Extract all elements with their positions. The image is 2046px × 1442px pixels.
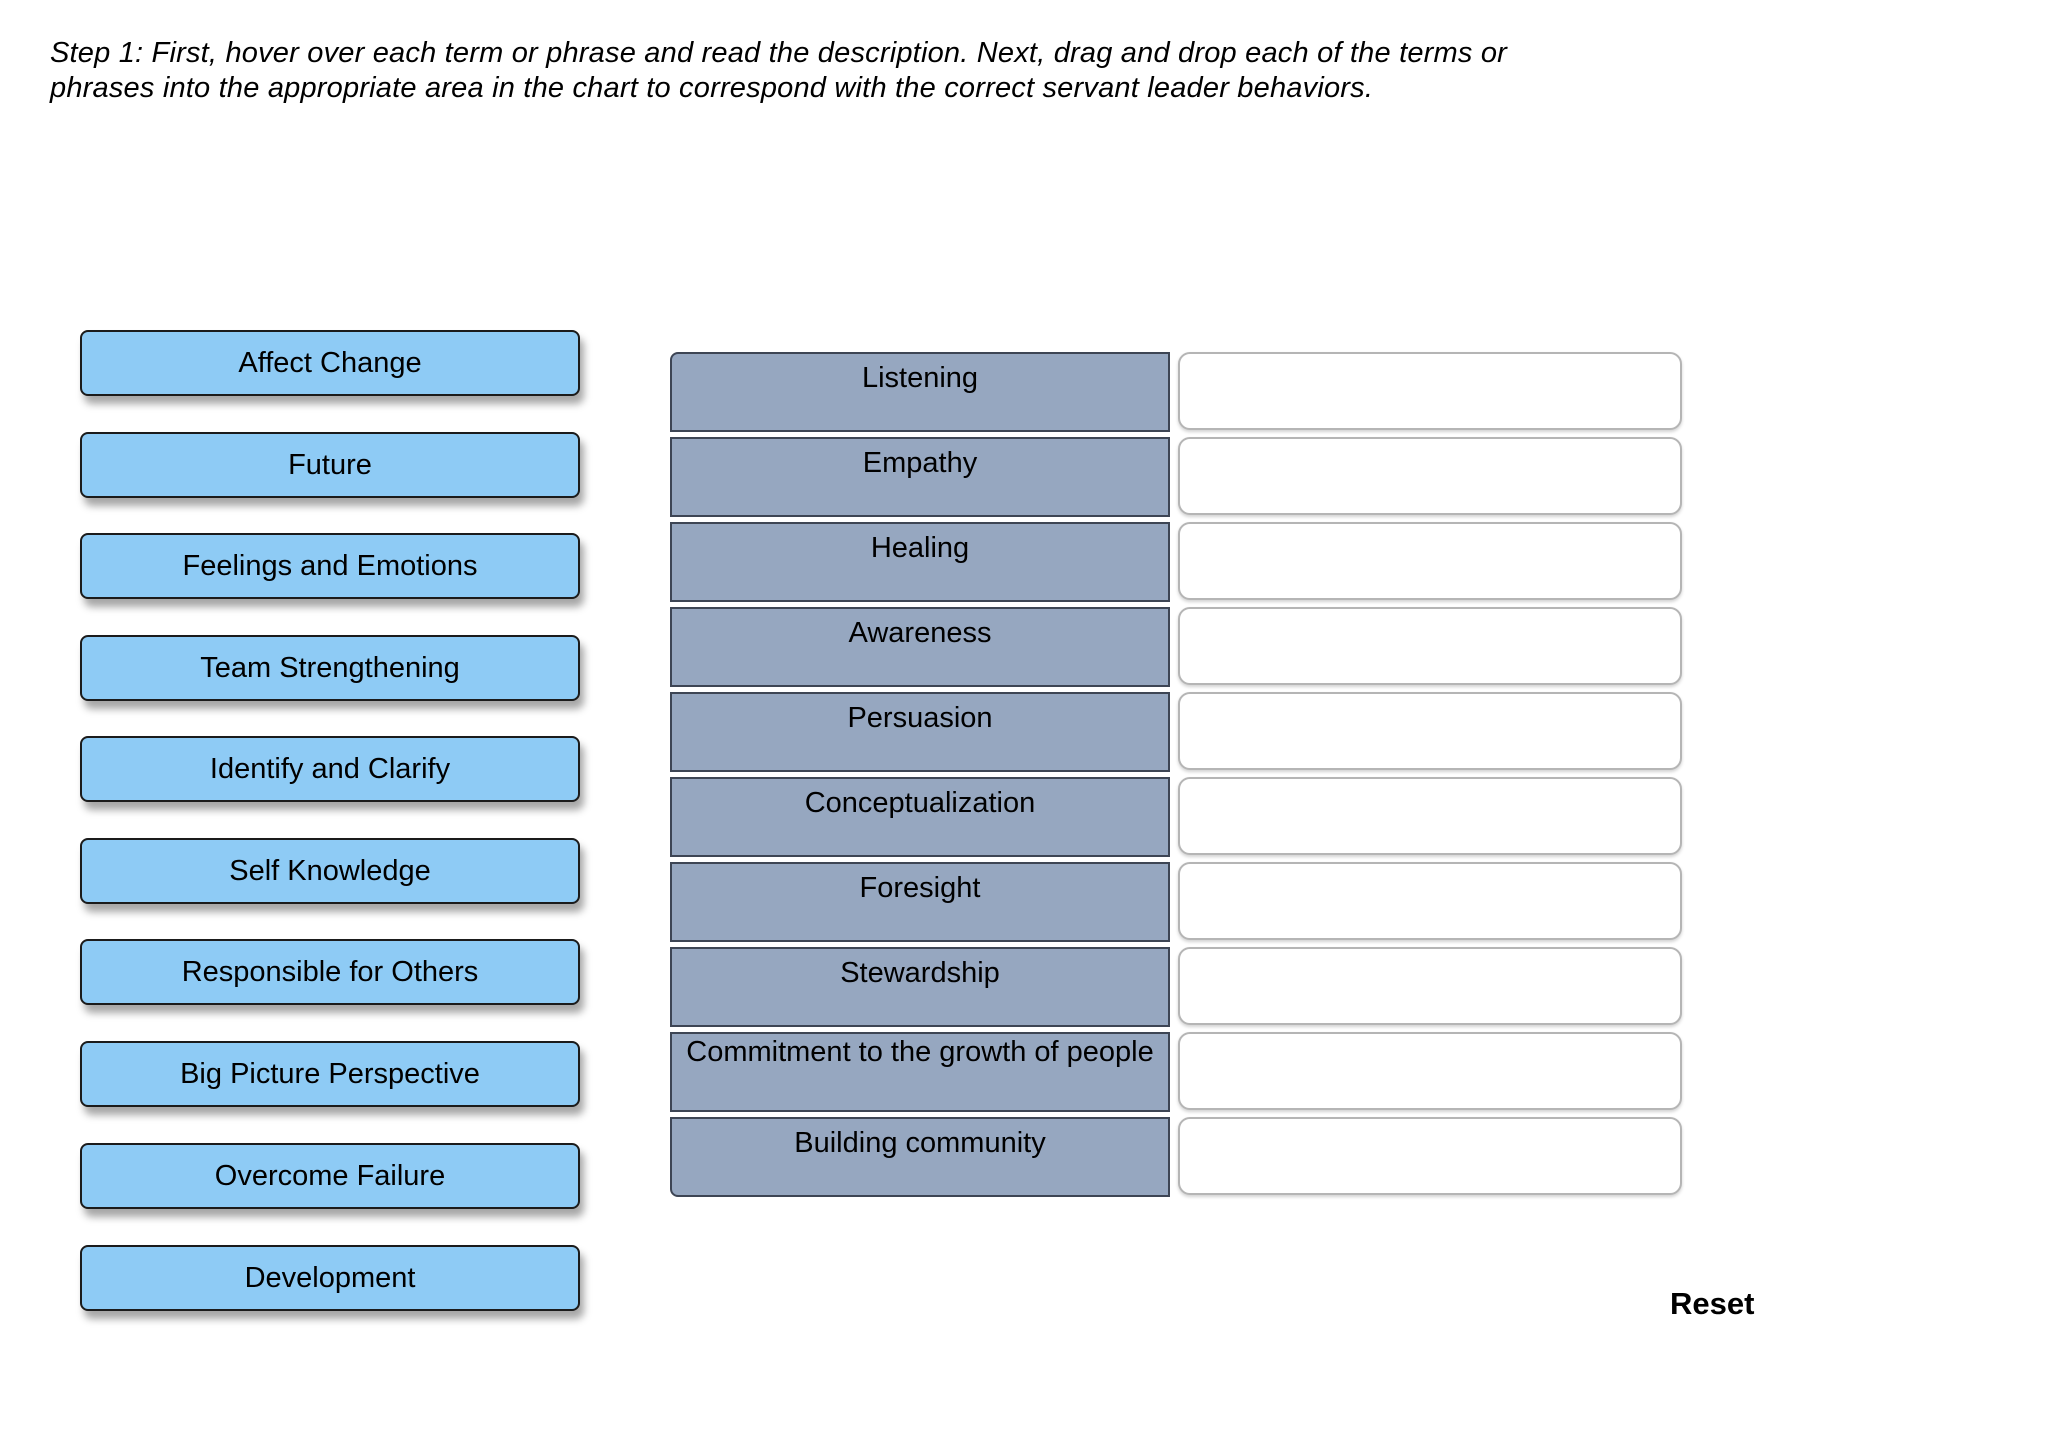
term-future[interactable]: Future <box>80 432 580 498</box>
behavior-label-stewardship: Stewardship <box>670 947 1170 1027</box>
chart-row-stewardship <box>670 947 1690 1027</box>
term-team-strengthening[interactable]: Team Strengthening <box>80 635 580 701</box>
behavior-label-conceptualization: Conceptualization <box>670 777 1170 857</box>
behavior-label-awareness: Awareness <box>670 607 1170 687</box>
dropzone-empathy[interactable] <box>1178 437 1682 515</box>
instructions-line-1: Step 1: First, hover over each term or phrase and read the description. Next, drag and drop each of the terms or <box>50 37 1508 69</box>
instructions-line-2: phrases into the appropriate area in the chart to correspond with the correct servant leader behaviors. <box>50 72 1374 104</box>
reset-button[interactable]: Reset <box>1670 1286 1755 1321</box>
dropzone-conceptualization[interactable] <box>1178 777 1682 855</box>
dropzone-healing[interactable] <box>1178 522 1682 600</box>
dropzone-foresight[interactable] <box>1178 862 1682 940</box>
term-feelings-and-emotions[interactable]: Feelings and Emotions <box>80 533 580 599</box>
behavior-label-empathy: Empathy <box>670 437 1170 517</box>
dropzone-building-community[interactable] <box>1178 1117 1682 1195</box>
behavior-label-commitment-to-growth: Commitment to the growth of people <box>670 1032 1170 1112</box>
chart-row-commitment-to-growth <box>670 1032 1690 1112</box>
chart-row-healing <box>670 522 1690 602</box>
instructions-text <box>50 36 1730 106</box>
term-self-knowledge[interactable]: Self Knowledge <box>80 838 580 904</box>
behavior-label-foresight: Foresight <box>670 862 1170 942</box>
chart-row-empathy <box>670 437 1690 517</box>
chart-row-awareness <box>670 607 1690 687</box>
term-affect-change[interactable]: Affect Change <box>80 330 580 396</box>
term-big-picture-perspective[interactable]: Big Picture Perspective <box>80 1041 580 1107</box>
behavior-chart <box>670 352 1690 1202</box>
term-development[interactable]: Development <box>80 1245 580 1311</box>
behavior-label-building-community: Building community <box>670 1117 1170 1197</box>
dropzone-commitment-to-growth[interactable] <box>1178 1032 1682 1110</box>
chart-row-listening <box>670 352 1690 432</box>
term-identify-and-clarify[interactable]: Identify and Clarify <box>80 736 580 802</box>
behavior-label-persuasion: Persuasion <box>670 692 1170 772</box>
dropzone-stewardship[interactable] <box>1178 947 1682 1025</box>
term-responsible-for-others[interactable]: Responsible for Others <box>80 939 580 1005</box>
dropzone-persuasion[interactable] <box>1178 692 1682 770</box>
dropzone-awareness[interactable] <box>1178 607 1682 685</box>
dropzone-listening[interactable] <box>1178 352 1682 430</box>
chart-row-building-community <box>670 1117 1690 1197</box>
term-overcome-failure[interactable]: Overcome Failure <box>80 1143 580 1209</box>
behavior-label-listening: Listening <box>670 352 1170 432</box>
behavior-label-healing: Healing <box>670 522 1170 602</box>
chart-row-foresight <box>670 862 1690 942</box>
chart-row-conceptualization <box>670 777 1690 857</box>
chart-row-persuasion <box>670 692 1690 772</box>
